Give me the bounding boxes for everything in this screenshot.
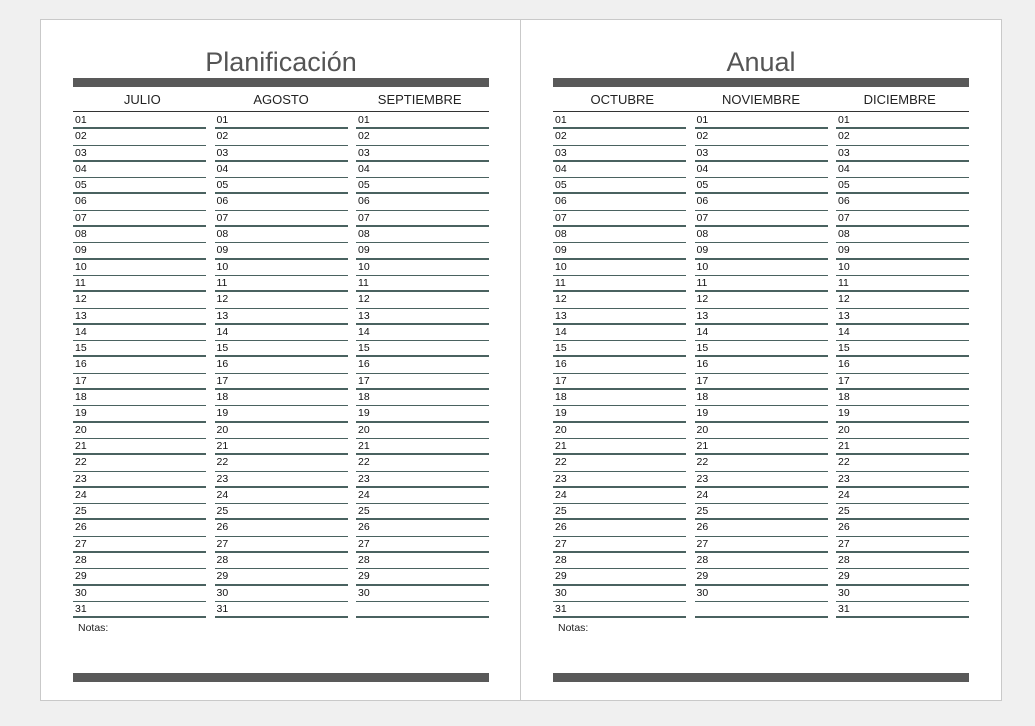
page-left [41,20,521,700]
day-row: 16 [215,357,348,373]
day-row: 10 [215,260,348,276]
day-row: 09 [836,243,969,259]
day-row: 05 [836,178,969,194]
day-row: 04 [215,162,348,178]
day-row: 07 [836,211,969,227]
day-row: 12 [356,292,489,308]
day-row: 03 [695,146,828,162]
day-row: 11 [356,276,489,292]
day-row: 27 [73,537,206,553]
day-row: 27 [695,537,828,553]
day-row: 05 [356,178,489,194]
bottom-bar [73,673,489,682]
day-row: 29 [695,569,828,585]
day-row: 06 [695,194,828,210]
month-header: DICIEMBRE [863,92,936,107]
day-row: 08 [73,227,206,243]
day-row: 16 [73,357,206,373]
day-row: 02 [356,129,489,145]
day-row: 03 [836,146,969,162]
day-row: 03 [73,146,206,162]
day-row: 28 [356,553,489,569]
top-bar [73,78,489,87]
day-row: 22 [695,455,828,471]
day-row: 26 [836,520,969,536]
day-row: 26 [73,520,206,536]
day-row: 23 [553,472,686,488]
day-row: 02 [215,129,348,145]
day-row: 25 [356,504,489,520]
day-row: 17 [836,374,969,390]
day-columns [73,113,489,618]
day-row: 07 [215,211,348,227]
day-row: 17 [553,374,686,390]
day-row: 04 [695,162,828,178]
day-row: 18 [73,390,206,406]
day-row: 08 [356,227,489,243]
day-row: 22 [215,455,348,471]
month-column [836,113,969,618]
day-row: 23 [215,472,348,488]
day-row: 30 [215,586,348,602]
day-row: 12 [73,292,206,308]
day-row: 19 [356,406,489,422]
month-header: NOVIEMBRE [722,92,801,107]
day-row: 20 [356,423,489,439]
day-row: 03 [215,146,348,162]
day-row: 19 [836,406,969,422]
day-row: 13 [356,309,489,325]
day-row [695,602,828,618]
day-row: 01 [73,113,206,129]
day-row: 17 [356,374,489,390]
day-row: 02 [695,129,828,145]
day-row: 23 [356,472,489,488]
day-row: 13 [553,309,686,325]
day-row: 16 [553,357,686,373]
day-row: 28 [553,553,686,569]
day-row: 14 [73,325,206,341]
day-row: 14 [836,325,969,341]
month-column [73,113,206,618]
day-row: 08 [695,227,828,243]
day-row: 06 [836,194,969,210]
day-row: 30 [73,586,206,602]
day-row: 24 [695,488,828,504]
day-row: 15 [73,341,206,357]
day-row: 13 [836,309,969,325]
day-row: 19 [215,406,348,422]
month-header-row [73,90,489,112]
day-row: 18 [836,390,969,406]
day-row: 10 [356,260,489,276]
day-row: 28 [73,553,206,569]
day-columns [553,113,969,618]
day-row: 19 [73,406,206,422]
day-row: 16 [836,357,969,373]
day-row [356,602,489,618]
day-row: 20 [73,423,206,439]
day-row: 21 [73,439,206,455]
day-row: 11 [553,276,686,292]
day-row: 08 [836,227,969,243]
day-row: 22 [836,455,969,471]
day-row: 28 [215,553,348,569]
day-row: 20 [215,423,348,439]
day-row: 05 [73,178,206,194]
day-row: 09 [356,243,489,259]
day-row: 15 [836,341,969,357]
day-row: 06 [553,194,686,210]
day-row: 22 [73,455,206,471]
day-row: 29 [215,569,348,585]
day-row: 10 [553,260,686,276]
day-row: 31 [73,602,206,618]
day-row: 27 [836,537,969,553]
day-row: 10 [836,260,969,276]
day-row: 09 [695,243,828,259]
day-row: 21 [695,439,828,455]
day-row: 30 [836,586,969,602]
day-row: 29 [356,569,489,585]
page-title: Anual [726,47,796,77]
day-row: 08 [215,227,348,243]
day-row: 12 [553,292,686,308]
day-row: 24 [836,488,969,504]
day-row: 05 [695,178,828,194]
day-row: 01 [553,113,686,129]
day-row: 16 [356,357,489,373]
month-header: AGOSTO [253,92,309,107]
day-row: 25 [215,504,348,520]
day-row: 31 [215,602,348,618]
day-row: 26 [553,520,686,536]
day-row: 06 [215,194,348,210]
day-row: 25 [553,504,686,520]
month-column [356,113,489,618]
day-row: 20 [695,423,828,439]
day-row: 20 [553,423,686,439]
day-row: 13 [73,309,206,325]
day-row: 06 [73,194,206,210]
day-row: 29 [73,569,206,585]
day-row: 25 [73,504,206,520]
day-row: 22 [553,455,686,471]
day-row: 25 [836,504,969,520]
day-row: 25 [695,504,828,520]
day-row: 12 [215,292,348,308]
planner-spread [40,19,1002,701]
day-row: 21 [215,439,348,455]
day-row: 17 [73,374,206,390]
day-row: 24 [73,488,206,504]
day-row: 01 [215,113,348,129]
day-row: 04 [73,162,206,178]
day-row: 18 [356,390,489,406]
day-row: 26 [695,520,828,536]
day-row: 31 [553,602,686,618]
day-row: 14 [695,325,828,341]
day-row: 16 [695,357,828,373]
day-row: 11 [836,276,969,292]
day-row: 26 [356,520,489,536]
day-row: 30 [553,586,686,602]
day-row: 13 [215,309,348,325]
day-row: 02 [73,129,206,145]
day-row: 11 [73,276,206,292]
day-row: 17 [215,374,348,390]
day-row: 21 [836,439,969,455]
day-row: 07 [553,211,686,227]
day-row: 02 [836,129,969,145]
day-row: 23 [73,472,206,488]
day-row: 09 [215,243,348,259]
day-row: 07 [356,211,489,227]
day-row: 15 [695,341,828,357]
day-row: 07 [73,211,206,227]
day-row: 27 [215,537,348,553]
day-row: 24 [215,488,348,504]
day-row: 12 [695,292,828,308]
day-row: 10 [73,260,206,276]
page-right [521,20,1001,700]
day-row: 08 [553,227,686,243]
day-row: 30 [695,586,828,602]
month-header-row [553,90,969,112]
top-bar [553,78,969,87]
day-row: 18 [215,390,348,406]
month-header: SEPTIEMBRE [377,92,462,107]
notes-label: Notas: [558,622,589,634]
month-header: JULIO [123,92,161,107]
bottom-bar [553,673,969,682]
day-row: 19 [553,406,686,422]
day-row: 03 [356,146,489,162]
day-row: 21 [356,439,489,455]
day-row: 15 [553,341,686,357]
day-row: 24 [356,488,489,504]
month-header: OCTUBRE [590,92,655,107]
day-row: 27 [553,537,686,553]
day-row: 04 [553,162,686,178]
day-row: 11 [695,276,828,292]
day-row: 11 [215,276,348,292]
day-row: 14 [356,325,489,341]
day-row: 05 [215,178,348,194]
day-row: 28 [695,553,828,569]
day-row: 10 [695,260,828,276]
day-row: 23 [695,472,828,488]
day-row: 29 [836,569,969,585]
day-row: 13 [695,309,828,325]
day-row: 21 [553,439,686,455]
day-row: 01 [695,113,828,129]
day-row: 28 [836,553,969,569]
day-row: 02 [553,129,686,145]
day-row: 15 [215,341,348,357]
day-row: 18 [695,390,828,406]
day-row: 05 [553,178,686,194]
day-row: 14 [215,325,348,341]
day-row: 01 [836,113,969,129]
day-row: 09 [553,243,686,259]
day-row: 20 [836,423,969,439]
notes-label: Notas: [78,622,109,634]
day-row: 01 [356,113,489,129]
day-row: 22 [356,455,489,471]
day-row: 03 [553,146,686,162]
day-row: 09 [73,243,206,259]
day-row: 07 [695,211,828,227]
day-row: 17 [695,374,828,390]
day-row: 18 [553,390,686,406]
day-row: 06 [356,194,489,210]
day-row: 14 [553,325,686,341]
day-row: 26 [215,520,348,536]
page-title: Planificación [205,47,357,77]
day-row: 04 [836,162,969,178]
month-column [695,113,828,618]
day-row: 31 [836,602,969,618]
day-row: 04 [356,162,489,178]
month-column [553,113,686,618]
day-row: 23 [836,472,969,488]
month-column [215,113,348,618]
day-row: 24 [553,488,686,504]
day-row: 15 [356,341,489,357]
day-row: 29 [553,569,686,585]
day-row: 12 [836,292,969,308]
day-row: 19 [695,406,828,422]
day-row: 30 [356,586,489,602]
day-row: 27 [356,537,489,553]
